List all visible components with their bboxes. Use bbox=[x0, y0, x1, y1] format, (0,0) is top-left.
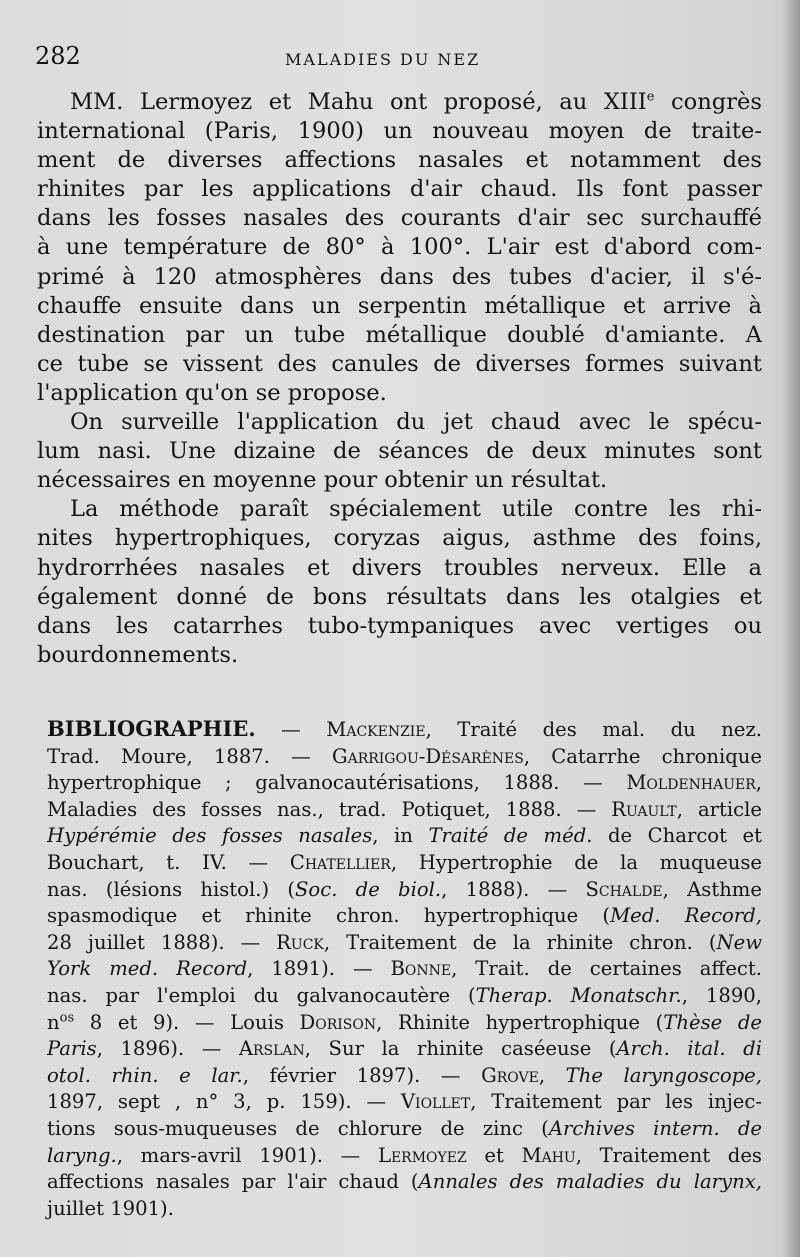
page-number: 282 bbox=[35, 42, 81, 70]
page-header bbox=[35, 42, 760, 76]
page-gutter-shadow bbox=[782, 0, 800, 1257]
biblio-line: nas. par l'emploi du galvanocautère (Therap. Monatschr., 1890, bbox=[47, 983, 762, 1007]
body-line: rhinites par les applications d'air chaud. Ils font passer bbox=[37, 176, 762, 203]
biblio-line: spasmodique et rhinite chron. hypertrophique (Med. Record, bbox=[47, 904, 762, 928]
biblio-line: Maladies des fosses nas., trad. Potiquet, 1888. — Ruault, article bbox=[47, 797, 762, 821]
body-line: primé à 120 atmosphères dans des tubes d'acier, il s'é- bbox=[37, 263, 762, 290]
biblio-line: Paris, 1896). — Arslan, Sur la rhinite caséeuse (Arch. ital. di bbox=[47, 1037, 762, 1061]
body-line: l'application qu'on se propose. bbox=[37, 379, 387, 406]
running-head: MALADIES DU NEZ bbox=[285, 50, 481, 69]
biblio-line: tions sous-muqueuses de chlorure de zinc (Archives intern. de bbox=[47, 1116, 762, 1140]
biblio-line: $n^{os}$ 8 et 9). — Louis Dorison, Rhinite hypertrophique (Thèse de bbox=[47, 1010, 762, 1034]
body-line: La méthode paraît spécialement utile contre les rhi- bbox=[70, 496, 762, 523]
biblio-line: otol. rhin. e lar., février 1897). — Grove, The laryngoscope, bbox=[47, 1063, 763, 1087]
bibliography bbox=[47, 716, 762, 1222]
body-line: lum nasi. Une dizaine de séances de deux minutes sont bbox=[37, 438, 762, 465]
biblio-line: hypertrophique ; galvanocautérisations, 1888. — Moldenhauer, bbox=[47, 771, 762, 795]
biblio-line: 28 juillet 1888). — Ruck, Traitement de la rhinite chron. (New bbox=[47, 930, 763, 954]
biblio-line: Trad. Moure, 1887. — Garrigou-Désarènes, Catarrhe chronique bbox=[47, 744, 763, 768]
biblio-line: York med. Record, 1891). — Bonne, Trait. de certaines affect. bbox=[47, 957, 763, 981]
body-line: On surveille l'application du jet chaud avec le spécu- bbox=[70, 409, 762, 436]
body-line: MM. Lermoyez et Mahu ont proposé, au XIIIe congrès bbox=[70, 89, 762, 115]
body-line: destination par un tube métallique doublé d'amiante. A bbox=[37, 321, 762, 348]
biblio-line: Bouchart, t. IV. — Chatellier, Hypertrophie de la muqueuse bbox=[47, 850, 762, 874]
biblio-line: 1897, sept , n° 3, p. 159). — Viollet, Traitement par les injec- bbox=[47, 1090, 762, 1114]
biblio-line: Hypérémie des fosses nasales, in Traité de méd. de Charcot et bbox=[47, 824, 762, 848]
body-line: à une température de 80° à 100°. L'air est d'abord com- bbox=[37, 234, 762, 261]
body-line: dans les catarrhes tubo-tympaniques avec vertiges ou bbox=[37, 612, 762, 639]
body-line: bourdonnements. bbox=[37, 641, 239, 668]
body-text bbox=[37, 88, 762, 670]
body-line: nites hypertrophiques, coryzas aigus, asthme des foins, bbox=[37, 525, 762, 552]
body-line: nécessaires en moyenne pour obtenir un résultat. bbox=[37, 467, 608, 494]
biblio-line: juillet 1901). bbox=[47, 1196, 174, 1220]
body-line: ce tube se vissent des canules de diverses formes suivant bbox=[37, 350, 762, 377]
biblio-line: affections nasales par l'air chaud (Annales des maladies du larynx, bbox=[47, 1170, 762, 1194]
biblio-line: laryng., mars-avril 1901). — Lermoyez et Mahu, Traitement des bbox=[47, 1143, 762, 1167]
body-line: ment de diverses affections nasales et notamment des bbox=[37, 147, 762, 174]
bibliography-heading: BIBLIOGRAPHIE. bbox=[47, 716, 256, 741]
body-line: chauffe ensuite dans un serpentin métallique et arrive à bbox=[37, 292, 762, 319]
body-line: hydrorrhées nasales et divers troubles nerveux. Elle a bbox=[37, 554, 762, 581]
body-line: international (Paris, 1900) un nouveau moyen de traite- bbox=[37, 118, 762, 145]
biblio-line: nas. (lésions histol.) (Soc. de biol., 1888). — Schalde, Asthme bbox=[47, 877, 762, 901]
biblio-line: BIBLIOGRAPHIE. — Mackenzie, Traité des mal. du nez. bbox=[47, 716, 762, 741]
body-line: également donné de bons résultats dans les otalgies et bbox=[37, 583, 762, 610]
body-line: dans les fosses nasales des courants d'air sec surchauffé bbox=[37, 205, 762, 232]
